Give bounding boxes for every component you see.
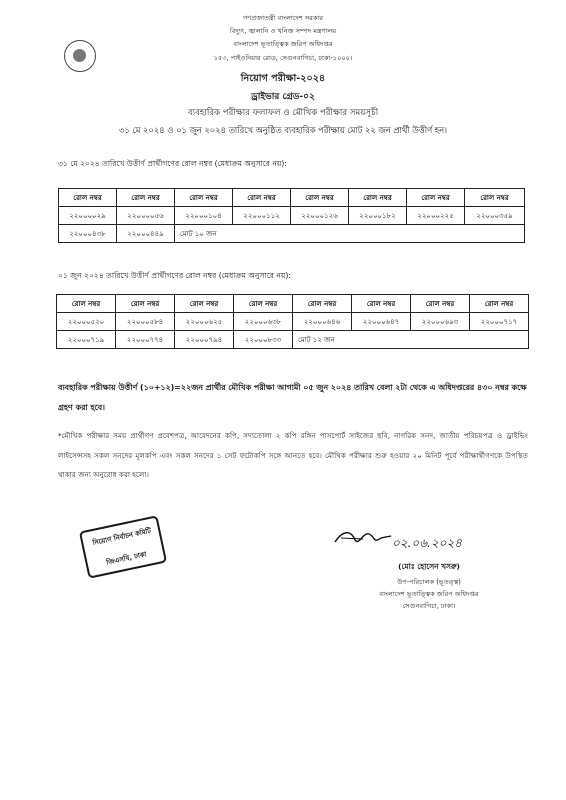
roll-cell: ২২০০০৫৮৪ [116, 313, 175, 331]
column-header: রোল নম্বর [233, 189, 291, 207]
result-summary: ৩১ মে ২০২৪ ও ০১ জুন ২০২৪ তারিখে অনুষ্ঠিত ব্যবহারিক পরীক্ষায় মোট ২২ জন প্রার্থী উত্তীর্ণ হন। [118, 125, 448, 135]
signatory-name: (মোঃ হোসেন খসরু) [398, 562, 460, 571]
table-header-row [59, 189, 525, 207]
day1-caption: ৩১ মে ২০২৪ তারিখে উত্তীর্ণ প্রার্থীগণের রোল নম্বর (মেধাক্রম অনুসারে নয়): [58, 159, 287, 168]
post-name: ড্রাইভার গ্রেড-০২ [251, 92, 315, 102]
column-header: রোল নম্বর [291, 189, 349, 207]
roll-cell: ২২০০০২২৫ [407, 207, 465, 225]
notice-subtitle: ব্যবহারিক পরীক্ষার ফলাফল ও মৌখিক পরীক্ষার সময়সূচী [187, 108, 379, 118]
table-row [57, 313, 529, 331]
roll-cell: ২২০০০০৫৬ [117, 207, 175, 225]
instructions-note: *মৌখিক পরীক্ষার সময় প্রার্থীগণ প্রবেশপত্র, আবেদনের কপি, সদ্যতোলা ২ কপি রঙ্গিন পাসপোর্ট সাইজের ছবি, নাগরিক সনদ, জাতীয় পরিচয়পত্র ও ড্রাইভিং লাইসেন্সসহ সকল সনদের মূলকপি এবং সকল সনদের ১ সেট ফটোকপি সঙ্গে আনতে হবে। মৌখিক পরীক্ষার শুরু হওয়ার ২০ মিনিট পূর্বে পরীক্ষার্থীগণকে উপস্থিত থাকার জন্য অনুরোধ করা হলো। [58, 431, 528, 479]
signature-date: ০২.০৬.২০২৪ [392, 536, 463, 550]
column-header: রোল নম্বর [411, 295, 470, 313]
table-row [59, 225, 525, 243]
column-header: রোল নম্বর [293, 295, 352, 313]
signature-mark [333, 526, 393, 548]
stamp-office-text: জিএসবি, ঢাকা [105, 550, 148, 567]
letterhead-office: বাংলাদেশ ভূতাত্ত্বিক জরিপ অধিদপ্তর [233, 40, 333, 49]
table-header-row [57, 295, 529, 313]
viva-notice: ব্যবহারিক পরীক্ষায় উত্তীর্ণ (১০+১২)=২২জন প্রার্থীর মৌখিক পরীক্ষা আগামী ০৫ জুন ২০২৪ তারিখ বেলা ২টা থেকে এ অধিদপ্তরের ৪৩০ নম্বর কক্ষে গ্রহণ করা হবে। [58, 383, 527, 412]
day2-caption: ০১ জুন ২০২৪ তারিখে উত্তীর্ণ প্রার্থীগণের রোল নম্বর (মেধাক্রম অনুসারে নয়): [58, 271, 291, 280]
roll-cell: ২২০০০১২৬ [291, 207, 349, 225]
roll-cell: ২২০০০৭৯৪ [175, 331, 234, 349]
notice-title: নিয়োগ পরীক্ষা-২০২৪ [240, 73, 326, 84]
signatory-office: বাংলাদেশ ভূতাত্ত্বিক জরিপ অধিদপ্তর [379, 590, 479, 598]
letterhead-government: গণপ্রজাতন্ত্রী বাংলাদেশ সরকার [242, 14, 324, 22]
roll-cell: ২২০০০১৮২ [349, 207, 407, 225]
roll-cell: ২২০০০৮৩৩ [234, 331, 293, 349]
roll-cell: ২২০০০৫২০ [57, 313, 116, 331]
day2-roll-table [56, 294, 529, 349]
roll-cell: ২২০০০৬২৫ [175, 313, 234, 331]
signatory-designation: উপ-পরিচালক (ভূতত্ত্ব) [397, 578, 461, 586]
column-header: রোল নম্বর [116, 295, 175, 313]
column-header: রোল নম্বর [349, 189, 407, 207]
roll-cell: ২২০০০১১২ [233, 207, 291, 225]
column-header: রোল নম্বর [234, 295, 293, 313]
roll-cell: ২২০০০৪৪৯ [117, 225, 175, 243]
roll-cell: ২২০০০৪৩৮ [59, 225, 117, 243]
roll-cell: ২২০০০৭১৯ [57, 331, 116, 349]
stamp-committee-text: নিয়োগ নির্বাচন কমিটি [91, 526, 152, 548]
letterhead [0, 12, 566, 65]
column-header: রোল নম্বর [57, 295, 116, 313]
roll-cell: ২২০০০১০৪ [175, 207, 233, 225]
table-row [57, 331, 529, 349]
column-header: রোল নম্বর [465, 189, 525, 207]
roll-cell: ২২০০০৬৪৭ [352, 313, 411, 331]
letterhead-address: ১৫৩, পাইওনিয়ার রোড, সেগুনবাগিচা, ঢাকা-১০০০। [213, 53, 353, 62]
roll-cell: ২২০০০৬৩৮ [234, 313, 293, 331]
column-header: রোল নম্বর [175, 295, 234, 313]
committee-stamp [79, 515, 167, 579]
roll-cell: ২২০০০৩৫৯ [465, 207, 525, 225]
column-header: রোল নম্বর [352, 295, 411, 313]
column-header: রোল নম্বর [117, 189, 175, 207]
column-header: রোল নম্বর [59, 189, 117, 207]
roll-cell: ২২০০০৭১৭ [470, 313, 529, 331]
column-header: রোল নম্বর [175, 189, 233, 207]
column-header: রোল নম্বর [407, 189, 465, 207]
roll-cell: ২২০০০০২৯ [59, 207, 117, 225]
roll-cell: ২২০০০৬৯৩ [411, 313, 470, 331]
total-cell: মোট ১২ জন [293, 331, 529, 349]
column-header: রোল নম্বর [470, 295, 529, 313]
roll-cell: ২২০০০৭৭৪ [116, 331, 175, 349]
signatory-address: সেগুনবাগিচা, ঢাকা। [402, 602, 456, 610]
letterhead-ministry: বিদ্যুৎ, জ্বালানি ও খনিজ সম্পদ মন্ত্রণালয় [229, 27, 337, 36]
table-row [59, 207, 525, 225]
day1-roll-table [58, 188, 525, 243]
total-cell: মোট ১০ জন [175, 225, 525, 243]
roll-cell: ২২০০০৬৪৬ [293, 313, 352, 331]
